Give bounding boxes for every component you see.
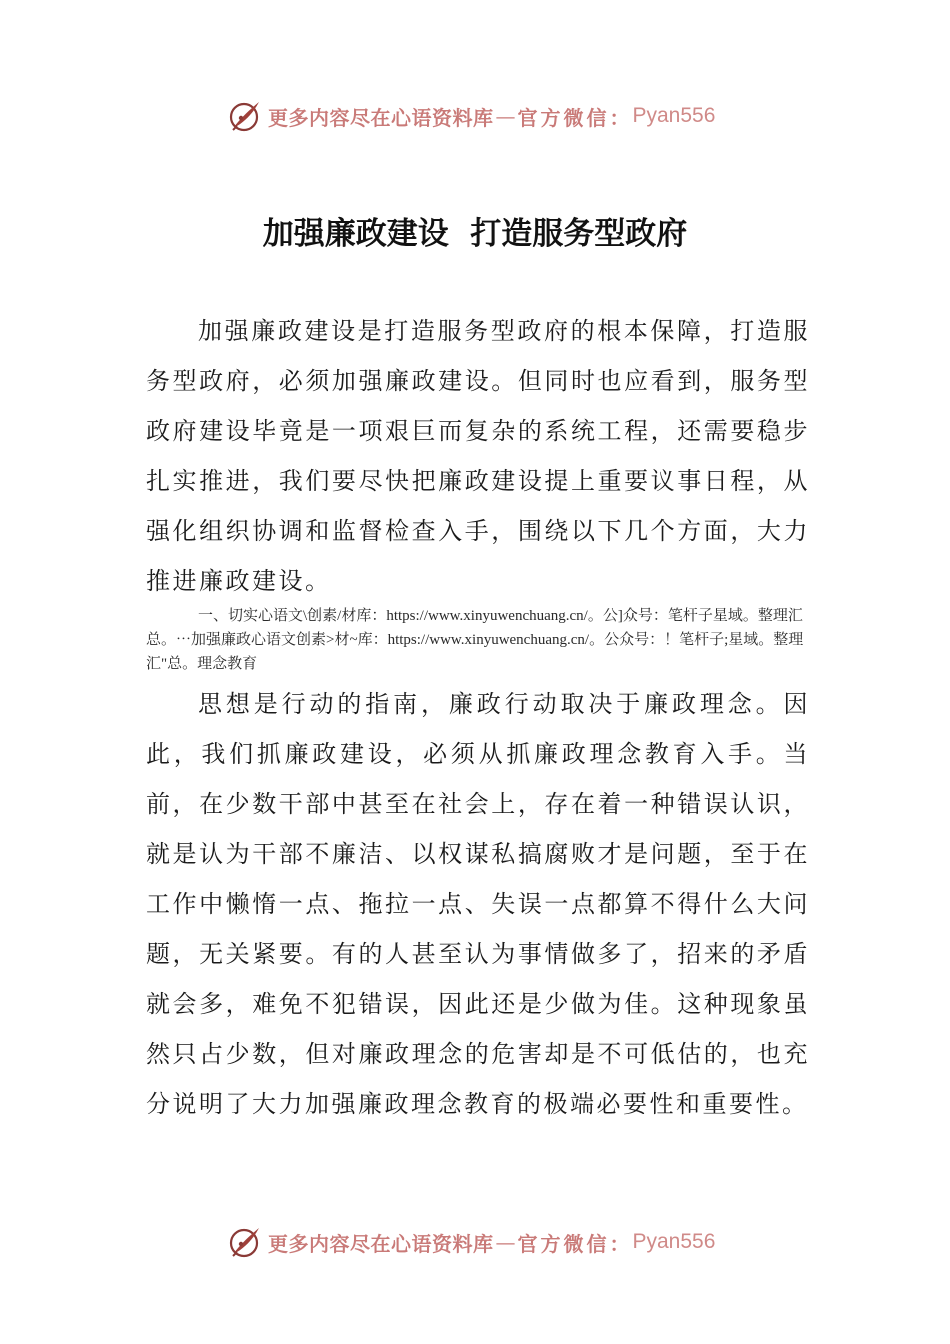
banner-text: 更多内容尽在心语资料库 bbox=[268, 1231, 494, 1256]
banner-wechat-label: 官方微信： bbox=[517, 1231, 633, 1256]
banner-wechat-id: Pyan556 bbox=[632, 1230, 716, 1253]
paragraph-body: 思想是行动的指南，廉政行动取决于廉政理念。因此，我们抓廉政建设，必须从抓廉政理念教育入手。当前，在少数干部中甚至在社会上，存在着一种错误认识，就是认为干部不廉洁、以权谋私搞腐败才是问题，至于在工作中懒惰一点、拖拉一点、失误一点都算不得什么大问题，无关紧要。有的人甚至认为事情做多了，招来的矛盾就会多，难免不犯错误，因此还是少做为佳。这种现象虽然只占少数，但对廉政理念的危害却是不可低估的，也充分说明了大力加强廉政理念教育的极端必要性和重要性。 bbox=[146, 690, 810, 1118]
quill-logo-icon bbox=[228, 99, 262, 133]
banner-text: 更多内容尽在心语资料库 bbox=[268, 105, 494, 130]
banner-wechat-label: 官方微信： bbox=[517, 105, 633, 130]
banner-dash: — bbox=[495, 1230, 516, 1254]
section-note: 一、切实心语文\创素/材库：https://www.xinyuwenchuang.cn/。公]众号：笔杆子星域。整理汇总。⋯加强廉政心语文创素>材~库：https://www.xinyuwenchuang.cn/。公众号：！笔杆子;星域。整理汇"总。理念教育 bbox=[146, 608, 804, 672]
quill-logo-icon bbox=[228, 1225, 262, 1259]
document-title: 加强廉政建设 打造服务型政府 bbox=[262, 216, 688, 252]
banner-dash: — bbox=[495, 104, 516, 128]
footer-banner bbox=[228, 1222, 715, 1262]
banner-wechat-id: Pyan556 bbox=[632, 104, 716, 127]
paragraph-intro: 加强廉政建设是打造服务型政府的根本保障，打造服务型政府，必须加强廉政建设。但同时也应看到，服务型政府建设毕竟是一项艰巨而复杂的系统工程，还需要稳步扎实推进，我们要尽快把廉政建设提上重要议事日程，从强化组织协调和监督检查入手，围绕以下几个方面，大力推进廉政建设。 bbox=[146, 317, 810, 595]
header-banner bbox=[228, 96, 715, 136]
